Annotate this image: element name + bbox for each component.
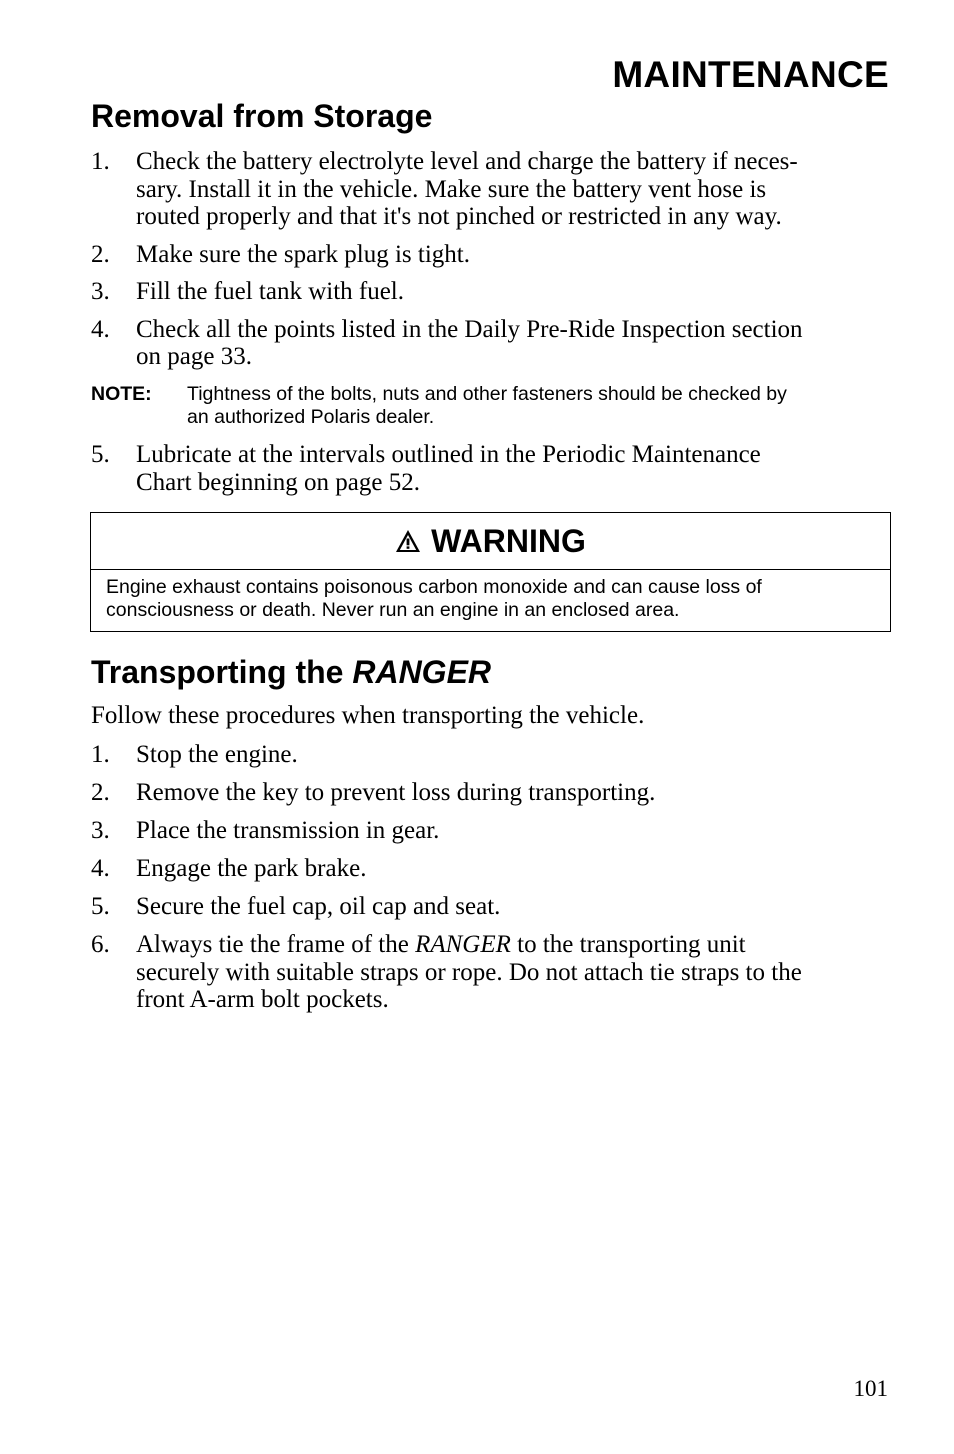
list-item [91,241,891,269]
warning-line: Engine exhaust contains poisonous carbon monoxide and can cause loss of [106,576,762,598]
step-line: Chart beginning on page 52. [136,468,420,496]
step-line: Fill the fuel tank with fuel. [136,278,405,305]
note-line: an authorized Polaris dealer. [187,406,435,428]
warning-title: WARNING [431,522,586,559]
step-text: Remove the key to prevent loss during transporting. [136,779,656,806]
note-block [91,383,891,429]
removal-steps [91,148,891,371]
step-text: Stop the engine. [136,741,298,768]
list-item [91,779,891,807]
transport-heading [91,654,491,691]
list-item [91,893,891,921]
step-line: securely with suitable straps or rope. Do not attach tie straps to the [136,958,802,986]
warning-triangle-icon [395,529,421,553]
step-number: 3. [91,817,110,844]
list-item [91,278,891,306]
step-text: Place the transmission in gear. [136,817,440,844]
warning-line: consciousness or death. Never run an engine in an enclosed area. [106,599,680,621]
transport-steps [91,741,891,1014]
step-line: sary. Install it in the vehicle. Make sure the battery vent hose is [136,175,767,203]
step-number: 5. [91,441,110,468]
note-text [91,383,891,429]
step-text: Secure the fuel cap, oil cap and seat. [136,893,501,920]
list-item [91,741,891,769]
step-number: 6. [91,931,110,958]
step-line: Always tie the frame of the [136,931,409,958]
step-text: Engage the park brake. [136,855,367,882]
transport-heading-text: Transporting the [91,654,344,690]
warning-text [91,570,890,622]
model-name: RANGER [415,931,511,958]
note-label: NOTE: [91,383,152,405]
removal-step-5 [91,441,891,496]
chapter-title: MAINTENANCE [612,54,889,95]
warning-box [90,512,891,632]
warning-header [91,513,890,570]
step-line: Check all the points listed in the Daily Pre-Ride Inspection section [136,315,803,343]
step-number: 3. [91,278,110,305]
page-number: 101 [853,1376,888,1401]
step-number: 2. [91,779,110,806]
step-number: 1. [91,741,110,768]
note-line: Tightness of the bolts, nuts and other fasteners should be checked by [187,383,787,405]
transport-intro: Follow these procedures when transporting the vehicle. [91,702,645,729]
step-line: routed properly and that it's not pinched or restricted in any way. [136,203,782,230]
step-line: Check the battery electrolyte level and charge the battery if neces- [136,148,798,175]
list-item [91,316,891,371]
step-line: Lubricate at the intervals outlined in the Periodic Maintenance [136,441,761,468]
list-item [91,148,891,231]
step-number: 4. [91,855,110,882]
list-item [91,855,891,883]
step-line: to the transporting unit [517,931,746,958]
list-item [91,441,891,496]
list-item [91,931,891,1014]
step-number: 4. [91,315,110,343]
removal-heading: Removal from Storage [91,98,433,134]
step-line: front A-arm bolt pockets. [136,986,389,1013]
step-line: on page 33. [136,343,252,370]
step-number: 1. [91,148,110,175]
step-number: 5. [91,893,110,920]
list-item [91,817,891,845]
step-line: Make sure the spark plug is tight. [136,240,470,268]
transport-heading-model: RANGER [352,654,492,690]
step-number: 2. [91,240,110,268]
